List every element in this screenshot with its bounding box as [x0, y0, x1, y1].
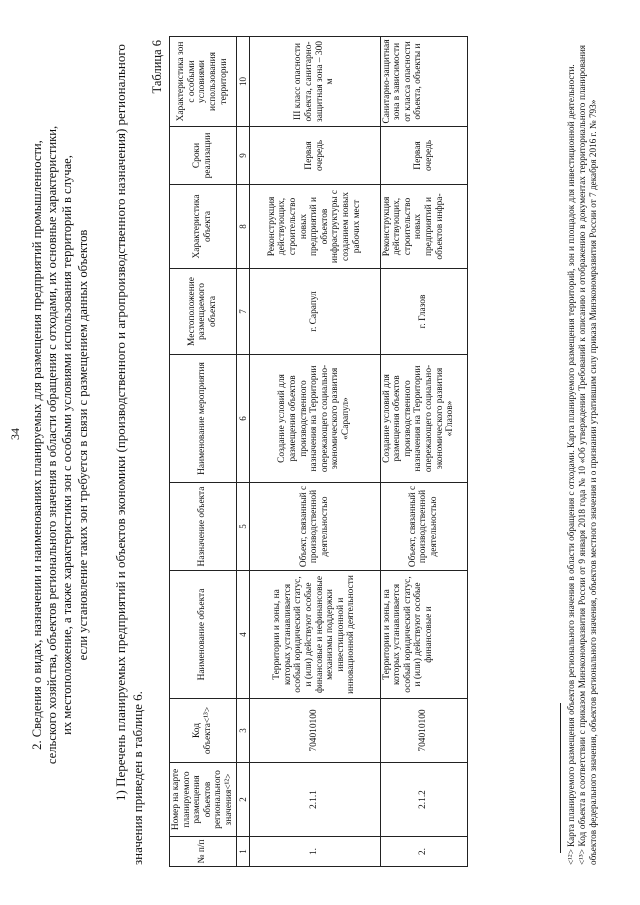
header-cell: Номер на карте планируемого размещения объектов регионального значения<¹²> [170, 763, 237, 837]
cell-num: 2. [380, 837, 467, 867]
header-cell: Местоположение размещаемого объекта [170, 269, 237, 355]
cell-characteristic: Реконструкция действующих, строительство новых предприятий и объектов инфраструктуры с созданием новых рабочих мест [249, 185, 380, 269]
index-cell: 3 [236, 699, 249, 763]
cell-zones: Санитарно-защитная зона в зависимости от класса опасности объекта, объекты и [380, 37, 467, 127]
table-header-row [170, 37, 237, 867]
header-cell: Наименование объекта [170, 571, 237, 699]
header-cell: Характеристика зон с особыми условиями использования территории [170, 37, 237, 127]
cell-characteristic: Реконструкция действующих, строительство новых предприятий и объектов инфра- [380, 185, 467, 269]
page-number: 34 [8, 428, 22, 440]
index-cell: 2 [236, 763, 249, 837]
header-cell: Сроки реализации [170, 127, 237, 185]
index-cell: 1 [236, 837, 249, 867]
cell-num: 1. [249, 837, 380, 867]
header-cell: Назначение объекта [170, 483, 237, 571]
heading-line: если установление таких зон требуется в связи с размещением данных объектов [75, 229, 90, 661]
objects-table [169, 36, 468, 867]
cell-event: Создание условий для размещения объектов производственного назначения на Территории опережающего социально-экономического развития «Глазов» [380, 355, 467, 483]
cell-purpose: Объект, связанный с производственной деятельностью [249, 483, 380, 571]
heading-line: 2. Сведения о видах, назначении и наименованиях планируемых для размещения предприятий промышленности, [30, 140, 44, 750]
index-cell: 8 [236, 185, 249, 269]
cell-code: 704010100 [380, 699, 467, 763]
footnote-divider [560, 703, 561, 853]
footnotes [566, 45, 599, 865]
cell-term: Первая очередь [249, 127, 380, 185]
cell-purpose: Объект, связанный с производственной деятельностью [380, 483, 467, 571]
index-cell: 7 [236, 269, 249, 355]
table-label: Таблица 6 [150, 40, 164, 94]
footnote-12: <¹²> Карта планируемого размещения объектов регионального значения в области обращения с отходами. Карта планируемого размещения территорий, зон и площадок для инвестиционной деятельности. [566, 64, 576, 865]
cell-zones: III класс опасности объекта, санитарно-защитная зона – 300 м [249, 37, 380, 127]
cell-map-no: 2.1.2 [380, 763, 467, 837]
section-heading [30, 45, 91, 845]
cell-name: Территории и зоны, на которых устанавливается особый юридический статус, и (или) действуют особые финансовые и [380, 571, 467, 699]
cell-event: Создание условий для размещения объектов производственного назначения на Территории опережающего социально-экономического развития «Сарапул» [249, 355, 380, 483]
subsection-heading: 1) Перечень планируемых предприятий и объектов экономики (производственного и агропроизводственного назначения) регионального значения приведен в таблице 6. [113, 44, 145, 865]
index-cell: 6 [236, 355, 249, 483]
cell-location: г. Сарапул [249, 269, 380, 355]
header-cell: № п/п [170, 837, 237, 867]
heading-line: их местоположение, а также характеристики зон с особыми условиями использования территорий в случае, [60, 155, 75, 735]
table-index-row [236, 37, 249, 867]
table-row [249, 37, 380, 867]
index-cell: 5 [236, 483, 249, 571]
cell-location: г. Глазов [380, 269, 467, 355]
index-cell: 9 [236, 127, 249, 185]
cell-term: Первая очередь [380, 127, 467, 185]
header-cell: Код объекта<¹³> [170, 699, 237, 763]
cell-map-no: 2.1.1 [249, 763, 380, 837]
header-cell: Характеристика объекта [170, 185, 237, 269]
cell-name: Территории и зоны, на которых устанавливается особый юридический статус, и (или) действуют особые финансовые и нефинансовые механизмы поддержки инвестиционной и инновационной деятельности [249, 571, 380, 699]
heading-line: сельского хозяйства, объектов регионального значения в области обращения с отходами, их основные характеристики, [45, 125, 60, 765]
footnote-13: <¹³> Код объекта в соответствии с приказом Минэкономразвития России от 9 января 2018 года № 10 «Об утверждении Требований к описанию и отображению в документах территориального планирования объектов федерального значения, объектов регионального значения, объектов местного значения и о признании утратившим силу приказа Минэкономразвития России от 7 декабря 2016 г. № 793» [577, 45, 598, 865]
index-cell: 4 [236, 571, 249, 699]
header-cell: Наименование мероприятия [170, 355, 237, 483]
cell-code: 704010100 [249, 699, 380, 763]
table-row [380, 37, 467, 867]
index-cell: 10 [236, 37, 249, 127]
